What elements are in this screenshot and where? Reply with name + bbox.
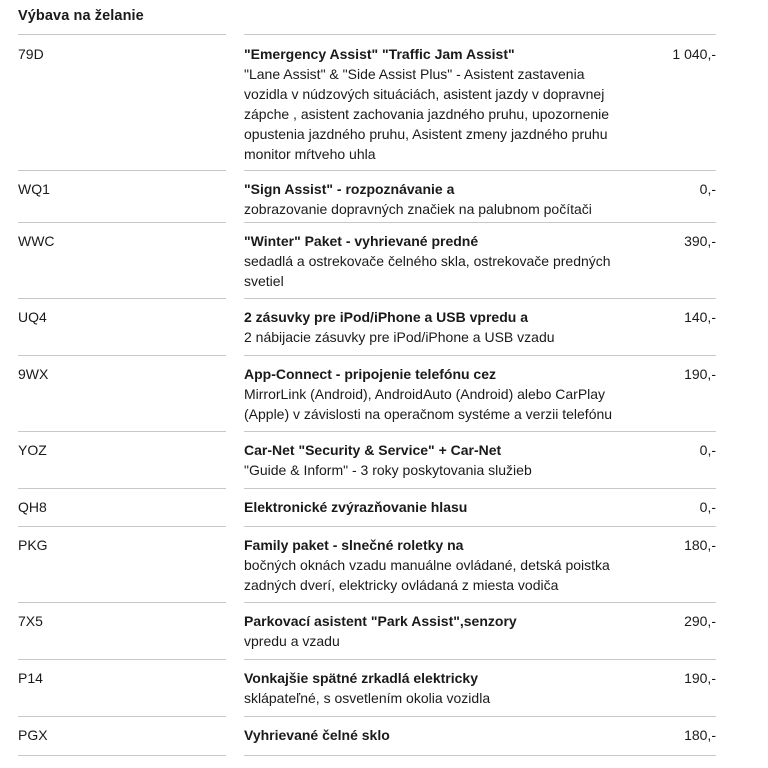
option-title: Elektronické zvýrazňovanie hlasu (244, 499, 468, 515)
title-divider-right (244, 34, 716, 35)
option-detail-line: zápche , asistent zachovania jazdného pruhu, upozornenie (244, 106, 610, 122)
option-price: 290,- (684, 613, 716, 629)
option-code: WQ1 (18, 181, 50, 197)
option-description (244, 44, 659, 164)
option-price: 190,- (684, 366, 716, 382)
option-description (244, 611, 659, 651)
option-code: P14 (18, 670, 43, 686)
option-description (244, 535, 659, 595)
option-title: Vonkajšie spätné zrkadlá elektricky (244, 670, 478, 686)
option-price: 140,- (684, 309, 716, 325)
title-divider-left (18, 34, 226, 35)
option-title: "Emergency Assist" "Traffic Jam Assist" (244, 46, 515, 62)
option-title: Parkovací asistent "Park Assist",senzory (244, 613, 517, 629)
option-description (244, 307, 659, 347)
option-price: 180,- (684, 727, 716, 743)
option-code: 7X5 (18, 613, 43, 629)
table-row (0, 527, 768, 603)
option-code: PGX (18, 727, 48, 743)
option-title: 2 zásuvky pre iPod/iPhone a USB vpredu a (244, 309, 528, 325)
table-row (0, 489, 768, 527)
option-detail-line: "Guide & Inform" - 3 roky poskytovania služieb (244, 462, 532, 478)
table-row (0, 299, 768, 356)
option-price: 0,- (699, 442, 716, 458)
option-title: Vyhrievané čelné sklo (244, 727, 390, 743)
option-code: WWC (18, 233, 55, 249)
row-divider-left (18, 755, 226, 756)
option-description (244, 497, 659, 517)
option-price: 1 040,- (672, 46, 716, 62)
table-row (0, 356, 768, 432)
option-detail-line: opustenia jazdného pruhu, Asistent zmeny jazdného pruhu (244, 126, 608, 142)
option-detail-line: zadných dverí, elektricky ovládaná z miesta vodiča (244, 577, 559, 593)
option-title: "Sign Assist" - rozpoznávanie a (244, 181, 455, 197)
option-detail-line: "Lane Assist" & "Side Assist Plus" - Asistent zastavenia (244, 66, 585, 82)
option-title: App-Connect - pripojenie telefónu cez (244, 366, 497, 382)
option-detail-line: MirrorLink (Android), AndroidAuto (Android) alebo CarPlay (244, 386, 606, 402)
option-price: 0,- (699, 181, 716, 197)
option-price: 180,- (684, 537, 716, 553)
table-row (0, 432, 768, 489)
option-title: Family paket - slnečné roletky na (244, 537, 464, 553)
option-price: 190,- (684, 670, 716, 686)
option-code: UQ4 (18, 309, 47, 325)
option-description (244, 668, 659, 708)
page-title: Výbava na želanie (18, 8, 144, 24)
row-divider-right (244, 755, 716, 756)
table-row (0, 603, 768, 660)
option-detail-line: monitor mŕtveho uhla (244, 146, 376, 162)
option-detail-line: bočných oknách vzadu manuálne ovládané, detská poistka (244, 557, 610, 573)
option-title: Car-Net "Security & Service" + Car-Net (244, 442, 502, 458)
option-detail-line: (Apple) v závislosti na operačnom systéme a verzii telefónu (244, 406, 613, 422)
table-row (0, 223, 768, 299)
option-description (244, 725, 659, 745)
options-table (0, 36, 768, 756)
option-description (244, 231, 659, 291)
option-title: "Winter" Paket - vyhrievané predné (244, 233, 479, 249)
option-price: 390,- (684, 233, 716, 249)
option-code: YOZ (18, 442, 47, 458)
table-row (0, 36, 768, 171)
option-price: 0,- (699, 499, 716, 515)
option-description (244, 364, 659, 424)
option-description (244, 440, 659, 480)
option-detail-line: vozidla v núdzových situáciách, asistent jazdy v dopravnej (244, 86, 605, 102)
option-detail-line: sedadlá a ostrekovače čelného skla, ostrekovače predných (244, 253, 611, 269)
option-detail-line: zobrazovanie dopravných značiek na palubnom počítači (244, 201, 592, 217)
option-detail-line: 2 nábijacie zásuvky pre iPod/iPhone a USB vzadu (244, 329, 555, 345)
table-row (0, 171, 768, 223)
table-row (0, 660, 768, 717)
option-code: 9WX (18, 366, 49, 382)
option-detail-line: sklápateľné, s osvetlením okolia vozidla (244, 690, 491, 706)
table-row (0, 717, 768, 756)
option-code: PKG (18, 537, 48, 553)
option-detail-line: vpredu a vzadu (244, 633, 340, 649)
option-detail-line: svetiel (244, 273, 284, 289)
option-description (244, 179, 659, 219)
option-code: QH8 (18, 499, 47, 515)
option-code: 79D (18, 46, 44, 62)
